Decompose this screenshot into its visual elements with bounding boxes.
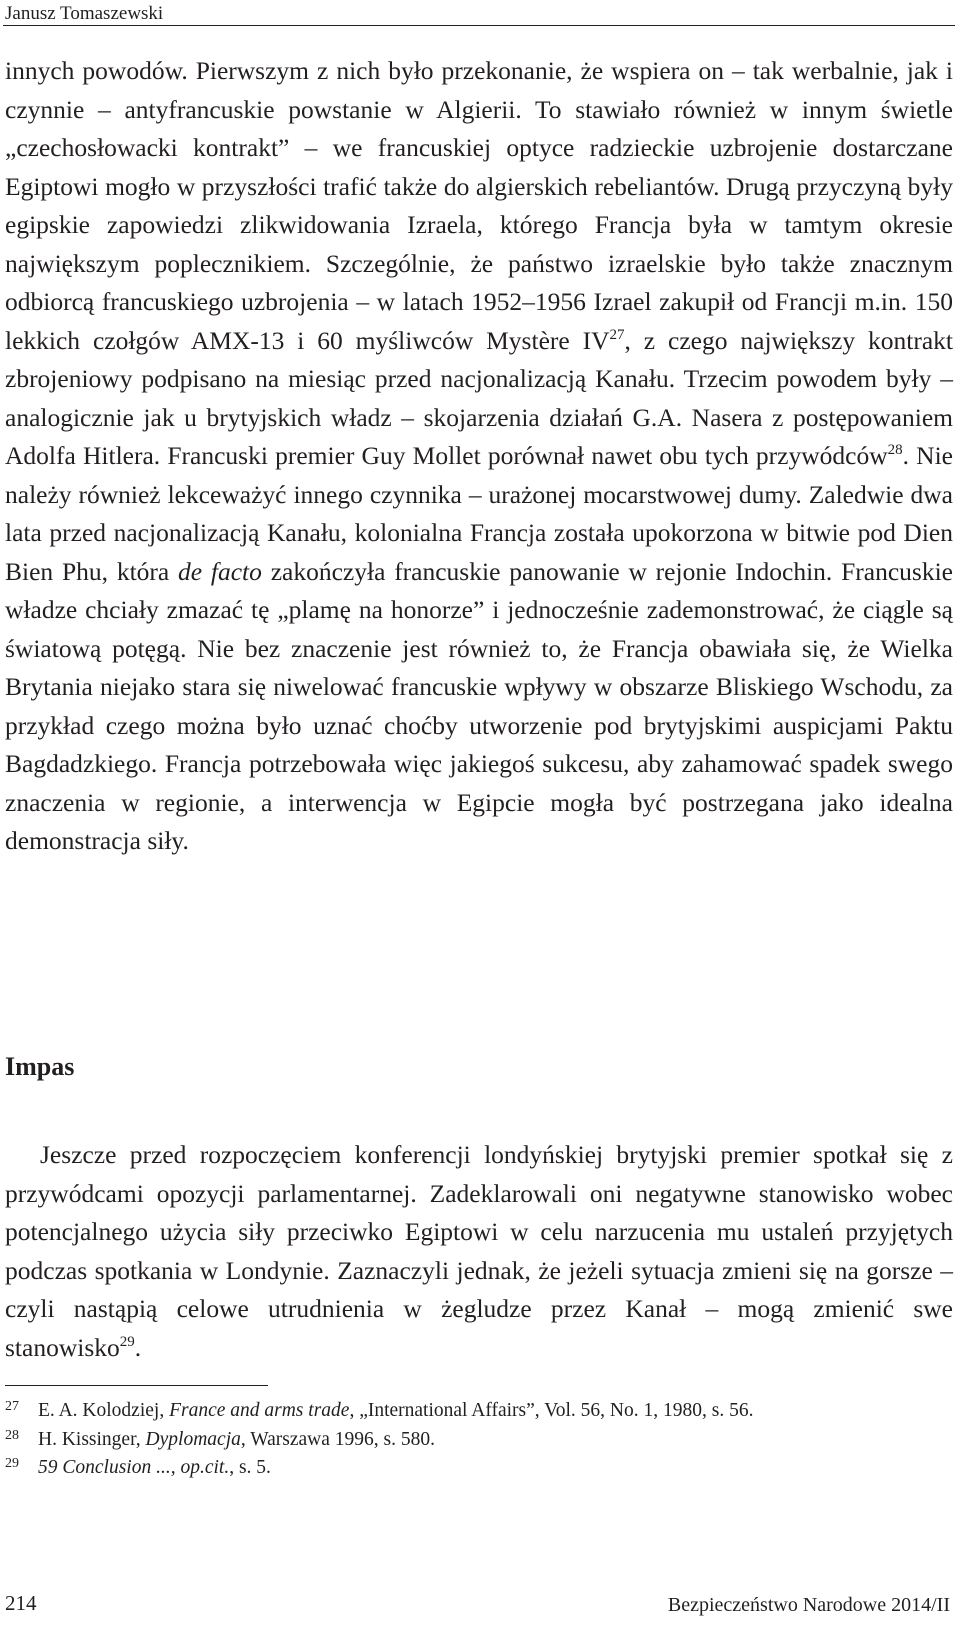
footnote-number: 27	[5, 1399, 19, 1414]
page-number: 214	[5, 1591, 37, 1615]
header-divider	[3, 25, 955, 26]
footnote-title: Dyplomacja	[145, 1429, 241, 1450]
footnote-ref-28[interactable]: 28	[887, 442, 903, 458]
paragraph-text: . Nie należy również lekceważyć innego czynnika – urażonej mocarstwowej dumy. Zaledwie dwa lata przed nacjonalizacją Kanału, kolonialna Francja została upokorzona w bitwie pod Dien Bien Phu, która	[5, 441, 953, 586]
footnote-divider	[5, 1385, 268, 1386]
footnote-text: , „International Affairs”, Vol. 56, No. 1, 1980, s. 56.	[349, 1400, 754, 1421]
paragraph-text: .	[134, 1332, 142, 1362]
footnote-title: France and arms trade	[169, 1400, 350, 1421]
paragraph-text: zakończyła francuskie panowanie w rejonie Indochin. Francuskie władze chciały zmazać tę „plamę na honorze” i jednocześnie zademonstrować, że ciągle są światową potęgą. Nie bez znaczenie jest również to, że Francja obawiała się, że Wielka Brytania niejako stara się niwelować francuskie wpływy w obszarze Bliskiego Wschodu, za przykład czego można było uznać choćby utworzenie pod brytyjskimi auspicjami Paktu Bagdadzkiego. Francja potrzebowała więc jakiegoś sukcesu, aby zahamować spadek swego znaczenia w regionie, a interwencja w Egipcie mogła być postrzegana jako idealna demonstracja siły.	[5, 556, 953, 855]
footnote-text: H. Kissinger,	[38, 1429, 146, 1450]
body-paragraph-1	[5, 52, 953, 861]
footnote-text: , s. 5.	[229, 1457, 271, 1478]
paragraph-text: , z czego największy kontrakt zbrojeniowy podpisano na miesiąc przed nacjonalizacją Kanału. Trzecim powodem były – analogicznie jak u brytyjskich władz – skojarzenia działań G.A. Nasera z postępowaniem Adolfa Hitlera. Francuski premier Guy Mollet porównał nawet obu tych przywódców	[5, 325, 953, 470]
journal-title: Bezpieczeństwo Narodowe 2014/II	[667, 1594, 950, 1616]
footnote-29	[5, 1450, 271, 1482]
section-heading: Impas	[5, 1052, 75, 1081]
footnote-number: 28	[5, 1428, 19, 1443]
footnote-27	[5, 1393, 753, 1425]
footnote-text: E. A. Kolodziej,	[38, 1400, 170, 1421]
footnote-title: 59 Conclusion ..., op.cit.	[38, 1457, 230, 1478]
paragraph-text: Jeszcze przed rozpoczęciem konferencji londyńskiej brytyjski premier spotkał się z przywódcami opozycji parlamentarnej. Zadeklarowali oni negatywne stanowisko wobec potencjalnego użycia siły przeciwko Egiptowi w celu narzucenia mu ustaleń przyjętych podczas spotkania w Londynie. Zaznaczyli jednak, że jeżeli sytuacja zmieni się na gorsze – czyli nastąpią celowe utrudnienia w żegludze przez Kanał – mogą zmienić swe stanowisko	[5, 1140, 953, 1362]
paragraph-text: innych powodów. Pierwszym z nich było przekonanie, że wspiera on – tak werbalnie, jak i czynnie – antyfrancuskie powstanie w Algierii. To stawiało również w innym świetle „czechosłowacki kontrakt” – we francuskiej optyce radzieckie uzbrojenie dostarczane Egiptowi mogło w przyszłości trafić także do algierskich rebeliantów. Drugą przyczyną były egipskie zapowiedzi zlikwidowania Izraela, którego Francja była w tamtym okresie największym poplecznikiem. Szczególnie, że państwo izraelskie było także znacznym odbiorcą francuskiego uzbrojenia – w latach 1952–1956 Izrael zakupił od Francji m.in. 150 lekkich czołgów AMX-13 i 60 myśliwców Mystère IV	[5, 56, 953, 355]
footnote-number: 29	[5, 1456, 19, 1471]
body-paragraph-2	[5, 1136, 953, 1367]
footnote-text: , Warszawa 1996, s. 580.	[240, 1429, 435, 1450]
footnote-ref-29[interactable]: 29	[119, 1333, 135, 1350]
italic-phrase: de facto	[178, 556, 262, 586]
running-head-author: Janusz Tomaszewski	[5, 3, 164, 24]
footnote-ref-27[interactable]: 27	[609, 326, 625, 343]
